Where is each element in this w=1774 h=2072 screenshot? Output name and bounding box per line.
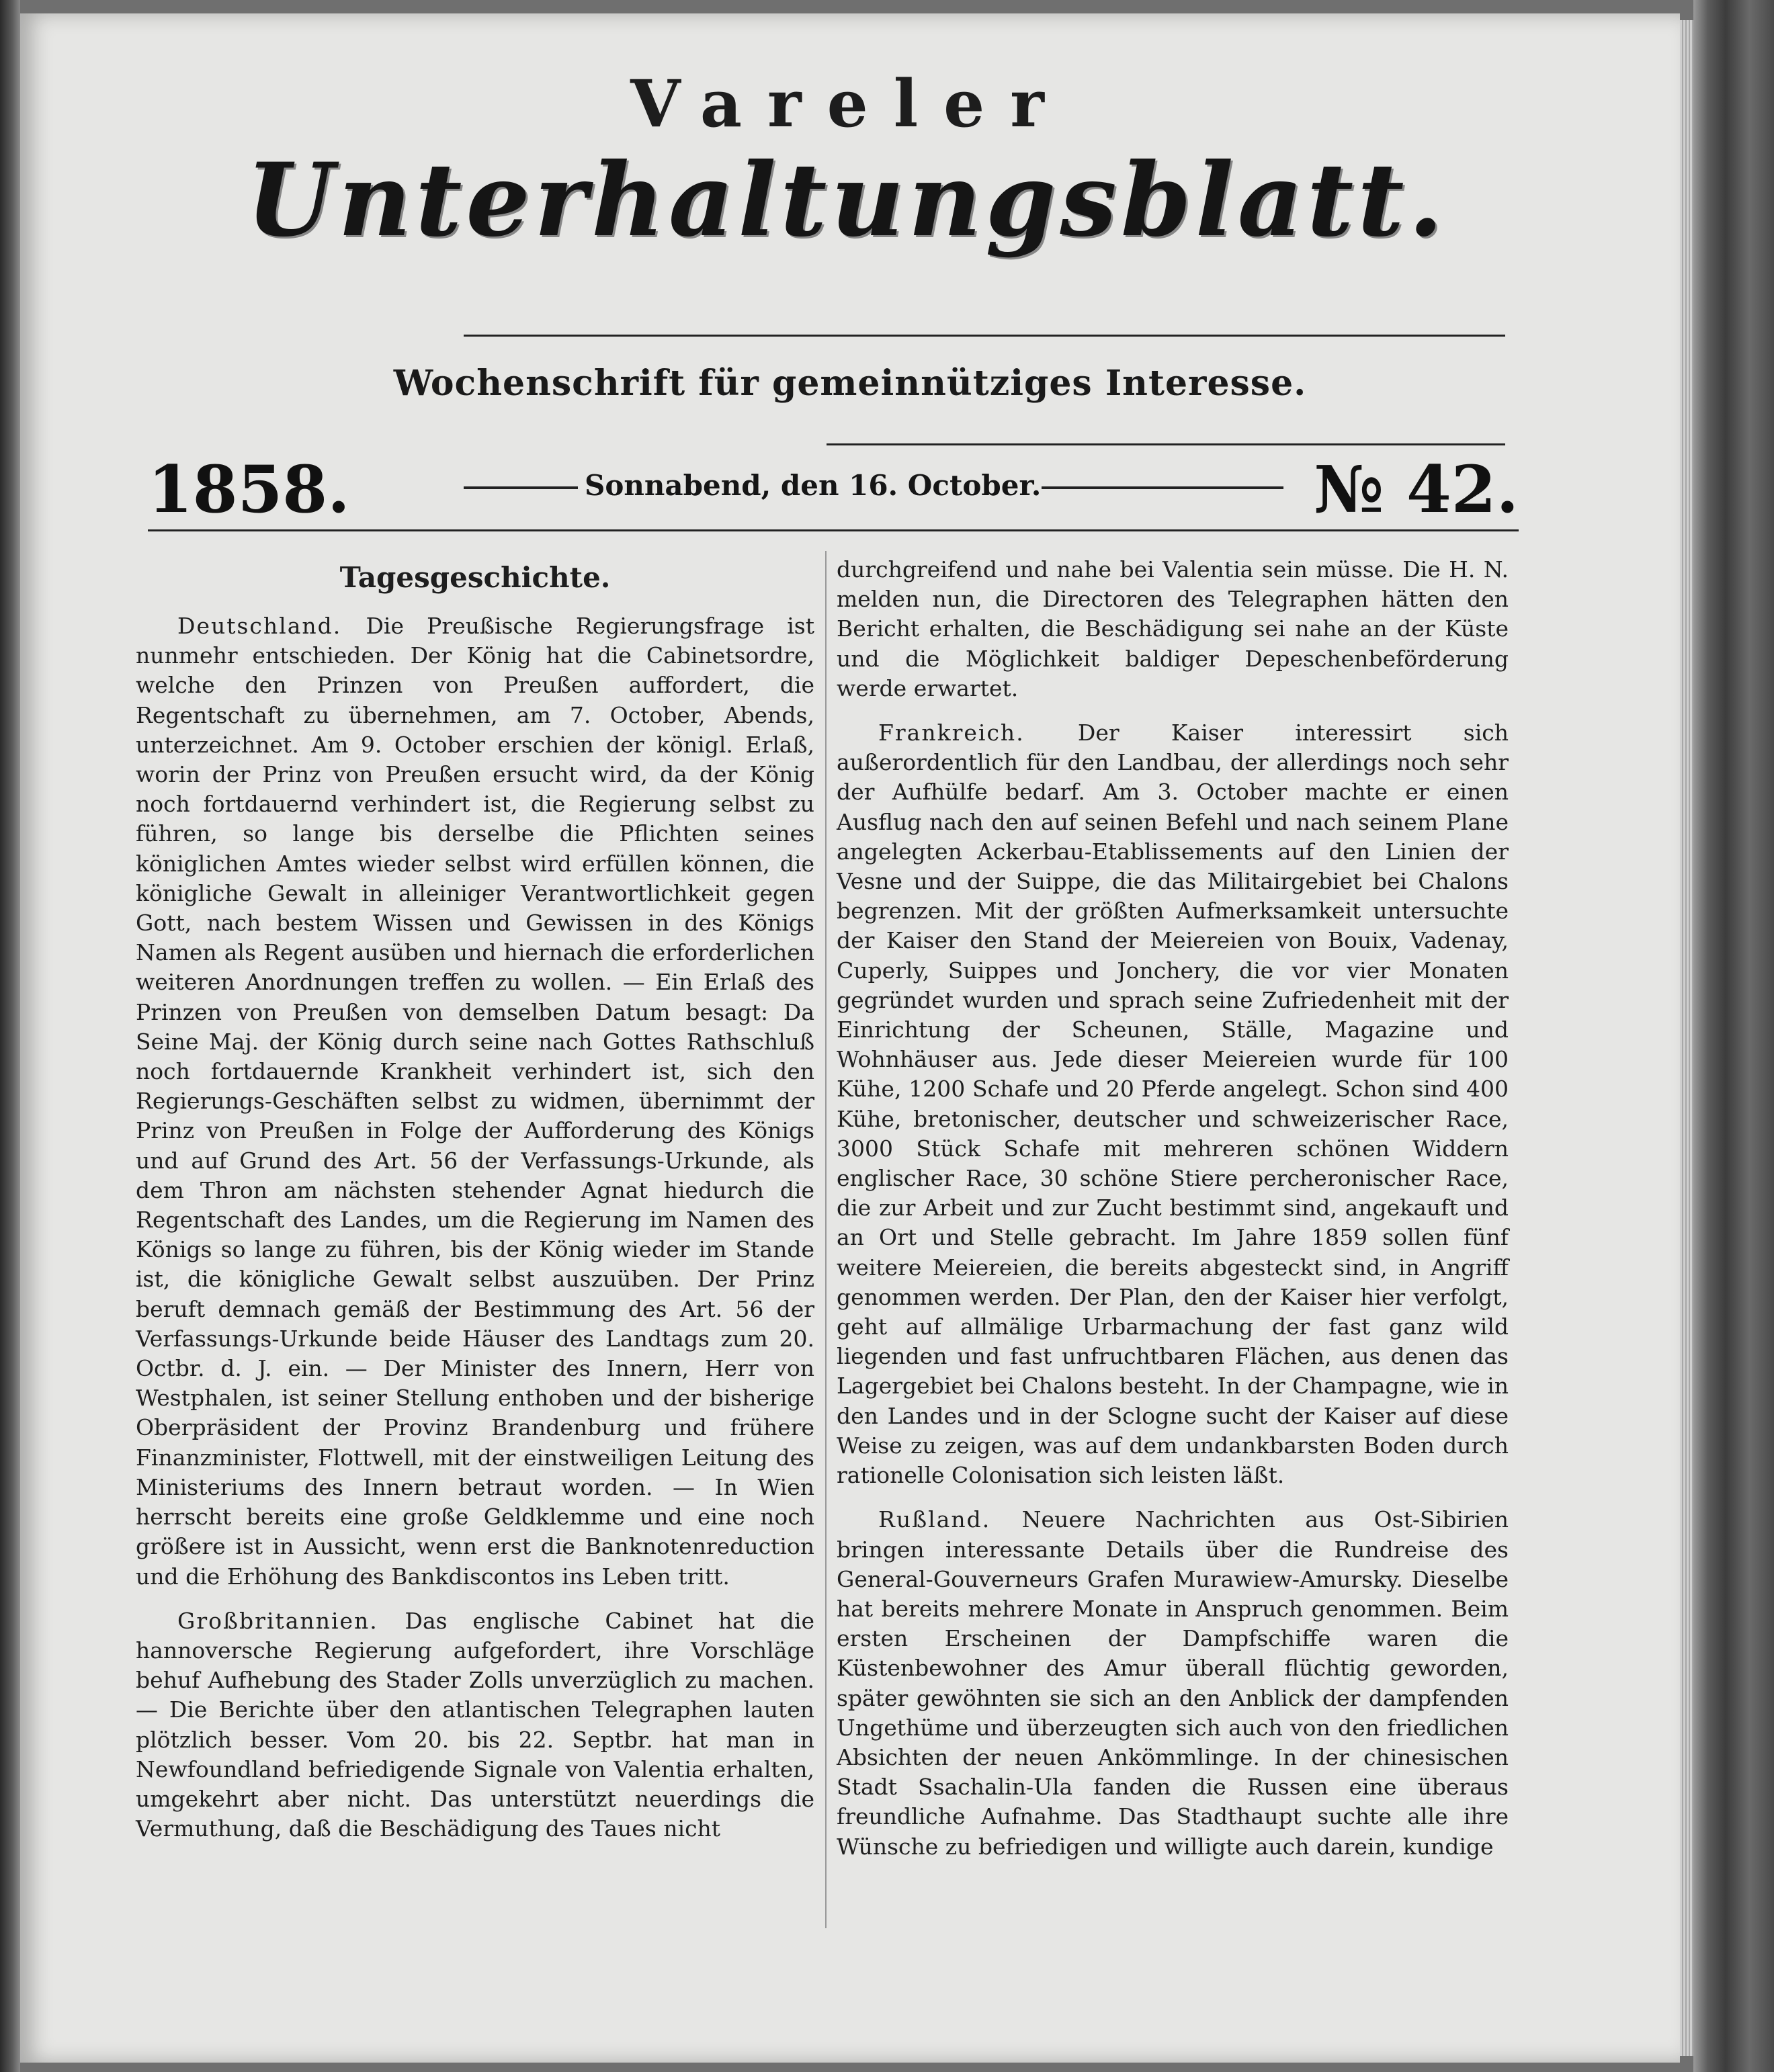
newspaper-page [20,13,1680,2063]
date-rule-right [1042,486,1283,489]
paragraph-continuation [837,555,1509,703]
paragraph-lead: Frankreich. [878,720,1078,746]
masthead-title: Unterhaltungsblatt. [246,141,1447,259]
rule-under-dateline [148,529,1519,531]
paragraph-grossbritannien [136,1606,814,1844]
rule-under-title [464,335,1505,337]
book-cover-edge [1693,0,1774,2072]
masthead-subtitle: Wochenschrift für gemeinnütziges Interesse. [393,363,1307,404]
paragraph-deutschland [136,611,814,1592]
column-right [837,555,1509,1876]
paragraph-lead: Deutschland. [177,613,366,639]
column-left [136,558,814,1858]
section-title: Tagesgeschichte. [339,561,611,594]
date-rule-left [464,486,578,489]
paragraph-lead: Großbritannien. [177,1607,405,1634]
dateline-date: Sonnabend, den 16. October. [585,469,1042,502]
paragraph-russland [837,1505,1509,1861]
masthead-town: Vareler [630,66,1070,142]
book-gutter-left [0,0,20,2072]
paragraph-frankreich [837,718,1509,1490]
paragraph-text: Das englische Cabinet hat die hannoversche Regierung aufgefordert, ihre Vorschläge behuf Aufhebung des Stader Zolls unverzüglich zu machen. — Die Berichte über den atlantischen Telegraphen lauten plötzlich besser. Vom 20. bis 22. Septbr. hat man in Newfoundland befriedigende Signale von Valentia erhalten, umgekehrt aber nicht. Das unterstützt neuerdings die Vermuthung, daß die Beschädigung des Taues nicht [136,1607,814,1842]
paragraph-lead: Rußland. [878,1506,1022,1533]
column-divider [825,551,827,1928]
paragraph-text: durchgreifend und nahe bei Valentia sein müsse. Die H. N. melden nun, die Directoren des Telegraphen hätten den Bericht erhalten, die Beschädigung sei nahe an der Küste und die Möglichkeit baldiger Depeschenbeförderung werde erwartet. [837,556,1509,701]
dateline-issue: № 42. [1314,451,1519,527]
rule-under-subtitle [827,443,1505,445]
dateline [148,451,1519,525]
paragraph-text: Der Kaiser interessirt sich außerordentlich für den Landbau, der allerdings noch sehr der Aufhülfe bedarf. Am 3. October machte er einen Ausflug nach den auf seinen Befehl und nach seinem Plane angelegten Ackerbau-Etablissements auf den Linien der Vesne und der Suippe, die das Militairgebiet bei Chalons begrenzen. Mit der größten Aufmerksamkeit untersuchte der Kaiser den Stand der Meiereien von Bouix, Vadenay, Cuperly, Suippes und Jonchery, die vor vier Monaten gegründet wurden und sprach seine Zufriedenheit mit der Einrichtung der Scheunen, Ställe, Magazine und Wohnhäuser aus. Jede dieser Meiereien wurde für 100 Kühe, 1200 Schafe und 20 Pferde angelegt. Schon sind 400 Kühe, bretonischer, deutscher und schweizerischer Race, 3000 Stück Schafe mit mehreren schönen Widdern englischer Race, 30 schöne Stiere percheronischer Race, die zur Arbeit und zur Zucht bestimmt sind, angekauft und an Ort und Stelle gebracht. Im Jahre 1859 sollen fünf weitere Meiereien, die bereits abgesteckt sind, in Angriff genommen werden. Der Plan, den der Kaiser hier verfolgt, geht auf allmälige Urbarmachung der fast ganz wild liegenden und fast unfruchtbaren Flächen, aus denen das Lagergebiet bei Chalons besteht. In der Champagne, wie in den Landes und in der Sclogne sucht der Kaiser auf diese Weise zu zeigen, was auf dem undankbarsten Boden durch rationelle Colonisation sich leisten läßt. [837,720,1509,1489]
dateline-year: 1858. [148,451,350,527]
paragraph-text: Die Preußische Regierungsfrage ist nunmehr entschieden. Der König hat die Cabinetsordre, welche den Prinzen von Preußen auffordert, die Regentschaft zu übernehmen, am 7. October, Abends, unterzeichnet. Am 9. October erschien der königl. Erlaß, worin der Prinz von Preußen ersucht wird, da der König noch fortdauernd verhindert ist, die Regierung selbst zu führen, so lange bis derselbe die Pflichten seines königlichen Amtes wieder selbst wird erfüllen können, die königliche Gewalt in alleiniger Verantwortlichkeit gegen Gott, nach bestem Wissen und Gewissen in des Königs Namen als Regent ausüben und hiernach die erforderlichen weiteren Anordnungen treffen zu wollen. — Ein Erlaß des Prinzen von Preußen von demselben Datum besagt: Da Seine Maj. der König durch seine nach Gottes Rathschluß noch fortdauernde Krankheit verhindert ist, sich den Regierungs-Geschäften selbst zu widmen, übernimmt der Prinz von Preußen in Folge der Aufforderung des Königs und auf Grund des Art. 56 der Verfassungs-Urkunde, als dem Thron am nächsten stehender Agnat hiedurch die Regentschaft des Landes, um die Regierung im Namen des Königs so lange zu führen, bis der König wieder im Stande ist, die königliche Gewalt selbst auszuüben. Der Prinz beruft demnach gemäß der Bestimmung des Art. 56 der Verfassungs-Urkunde beide Häuser des Landtags zum 20. Octbr. d. J. ein. — Der Minister des Innern, Herr von Westphalen, ist seiner Stellung enthoben und der bisherige Oberpräsident der Provinz Brandenburg und frühere Finanzminister, Flottwell, mit der einstweiligen Leitung des Ministeriums des Innern betraut worden. — In Wien herrscht bereits eine große Geldklemme und eine noch größere ist in Aussicht, wenn erst die Banknotenreduction und die Erhöhung des Bankdiscontos ins Leben tritt. [136,613,815,1590]
paragraph-text: Neuere Nachrichten aus Ost-Sibirien bringen interessante Details über die Rundreise des General-Gouverneurs Grafen Murawiew-Amursky. Dieselbe hat bereits mehrere Monate in Anspruch genommen. Beim ersten Erscheinen der Dampfschiffe waren die Küstenbewohner des Amur überall flüchtig geworden, später gewöhnten sie sich an den Anblick der dampfenden Ungethüme und überzeugten sich auch von den friedlichen Absichten der neuen Ankömmlinge. In der chinesischen Stadt Ssachalin-Ula fanden die Russen eine überaus freundliche Aufnahme. Das Stadthaupt suchte alle ihre Wünsche zu befriedigen und willigte auch darein, kundige [837,1506,1509,1860]
